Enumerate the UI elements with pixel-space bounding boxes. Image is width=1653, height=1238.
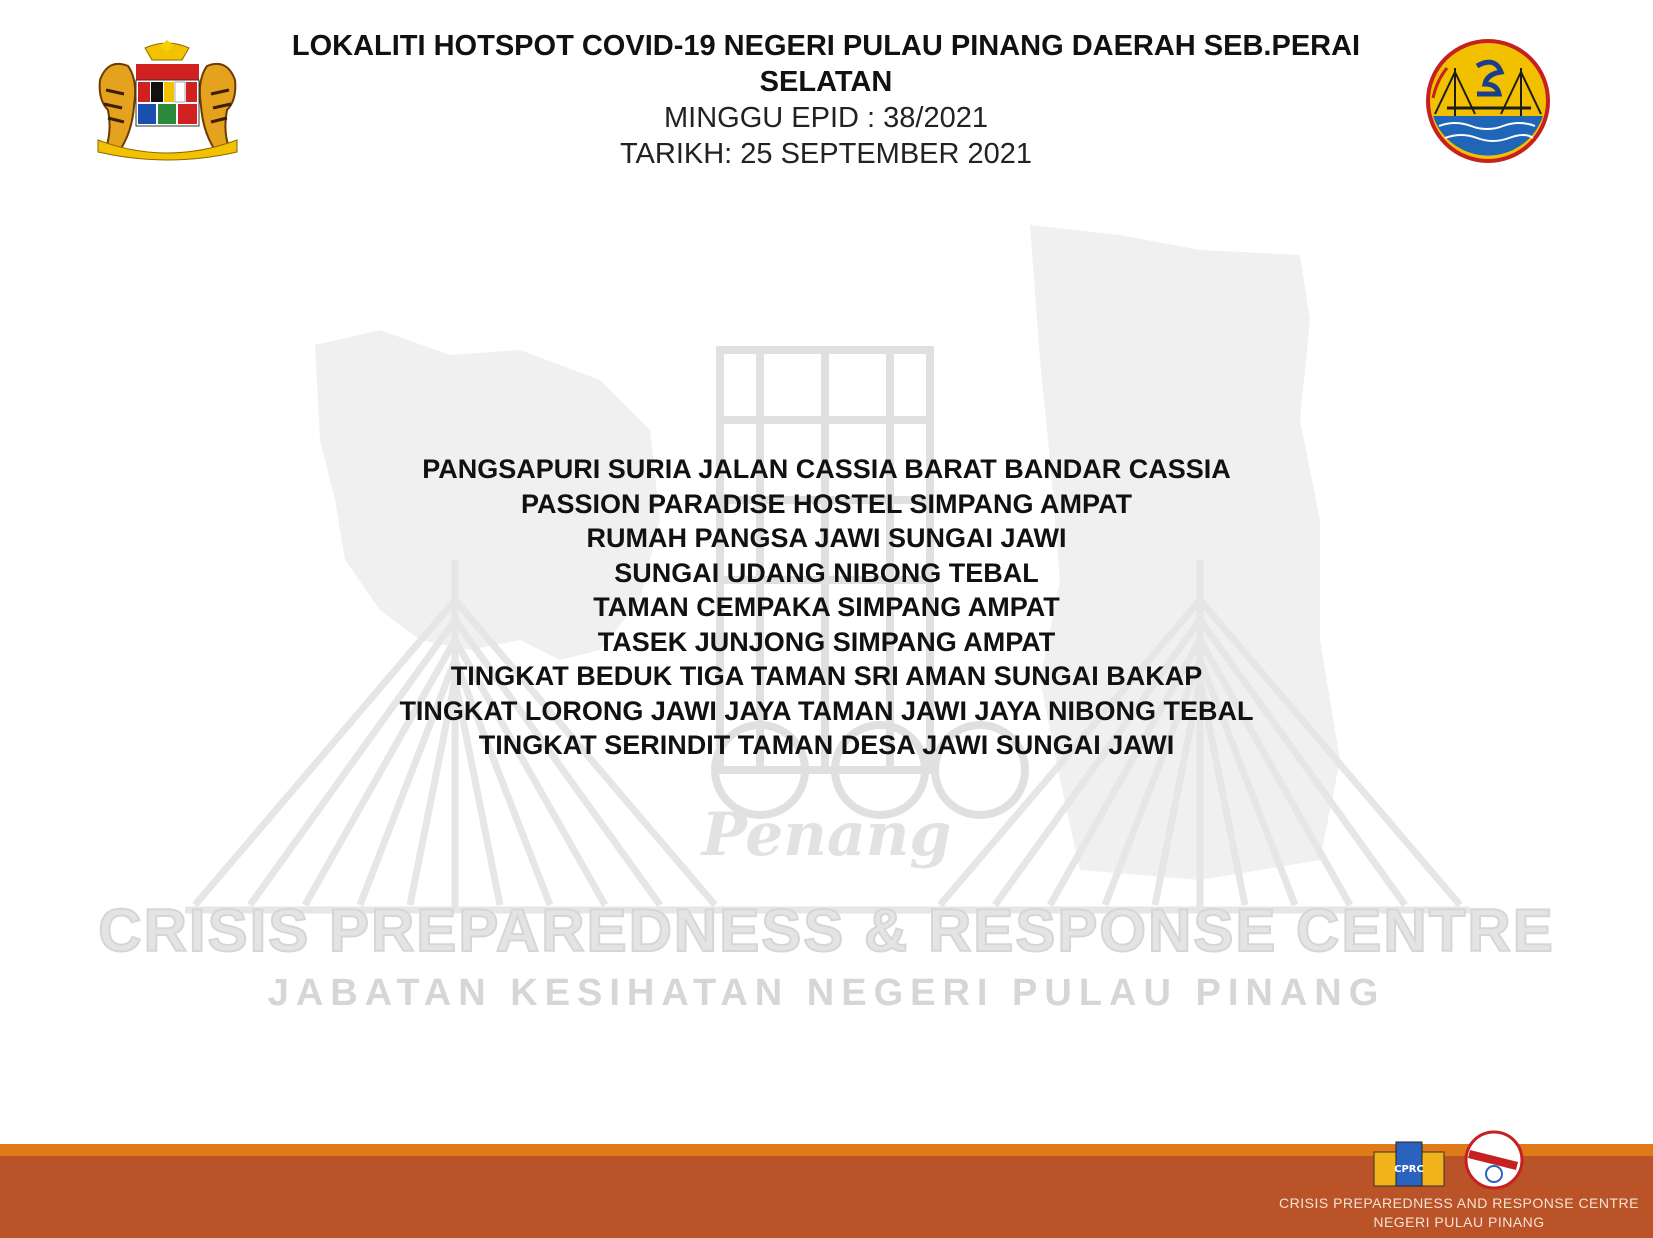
locality-item: PASSION PARADISE HOSTEL SIMPANG AMPAT bbox=[520, 488, 1133, 519]
locality-item: TINGKAT SERINDIT TAMAN DESA JAWI SUNGAI JAWI bbox=[478, 730, 1175, 760]
watermark-organisation-name: CRISIS PREPAREDNESS & RESPONSE CENTRE bbox=[98, 897, 1555, 964]
locality-list bbox=[290, 452, 1363, 763]
locality-item: TINGKAT BEDUK TIGA TAMAN SRI AMAN SUNGAI BAKAP bbox=[450, 661, 1203, 691]
locality-item: PANGSAPURI SURIA JALAN CASSIA BARAT BANDAR CASSIA bbox=[422, 454, 1231, 484]
svg-text:CPRC: CPRC bbox=[1394, 1164, 1424, 1175]
page-title-line-1: LOKALITI HOTSPOT COVID-19 NEGERI PULAU PINANG DAERAH SEB.PERAI bbox=[291, 30, 1361, 62]
watermark-script-text: Penang bbox=[701, 800, 952, 870]
malaysia-coat-of-arms-icon bbox=[90, 40, 245, 165]
locality-item: SUNGAI UDANG NIBONG TEBAL bbox=[614, 557, 1039, 588]
header bbox=[270, 28, 1382, 172]
footer-text bbox=[1279, 1194, 1639, 1232]
report-date: TARIKH: 25 SEPTEMBER 2021 bbox=[619, 138, 1033, 170]
locality-item: RUMAH PANGSA JAWI SUNGAI JAWI bbox=[586, 523, 1067, 553]
watermark-department-name: JABATAN KESIHATAN NEGERI PULAU PINANG bbox=[267, 972, 1386, 1014]
cprc-logo-icon bbox=[1366, 1128, 1536, 1196]
epid-week: MINGGU EPID : 38/2021 bbox=[664, 102, 988, 134]
page-title-line-2: SELATAN bbox=[759, 66, 893, 98]
penang-state-logo-icon bbox=[1425, 38, 1551, 164]
footer-organisation-name: CRISIS PREPAREDNESS AND RESPONSE CENTRE bbox=[1279, 1195, 1639, 1211]
locality-item: TASEK JUNJONG SIMPANG AMPAT bbox=[597, 626, 1056, 657]
locality-item: TINGKAT LORONG JAWI JAYA TAMAN JAWI JAYA NIBONG TEBAL bbox=[399, 695, 1254, 726]
locality-item: TAMAN CEMPAKA SIMPANG AMPAT bbox=[593, 592, 1060, 622]
footer-state-name: NEGERI PULAU PINANG bbox=[1373, 1214, 1545, 1230]
